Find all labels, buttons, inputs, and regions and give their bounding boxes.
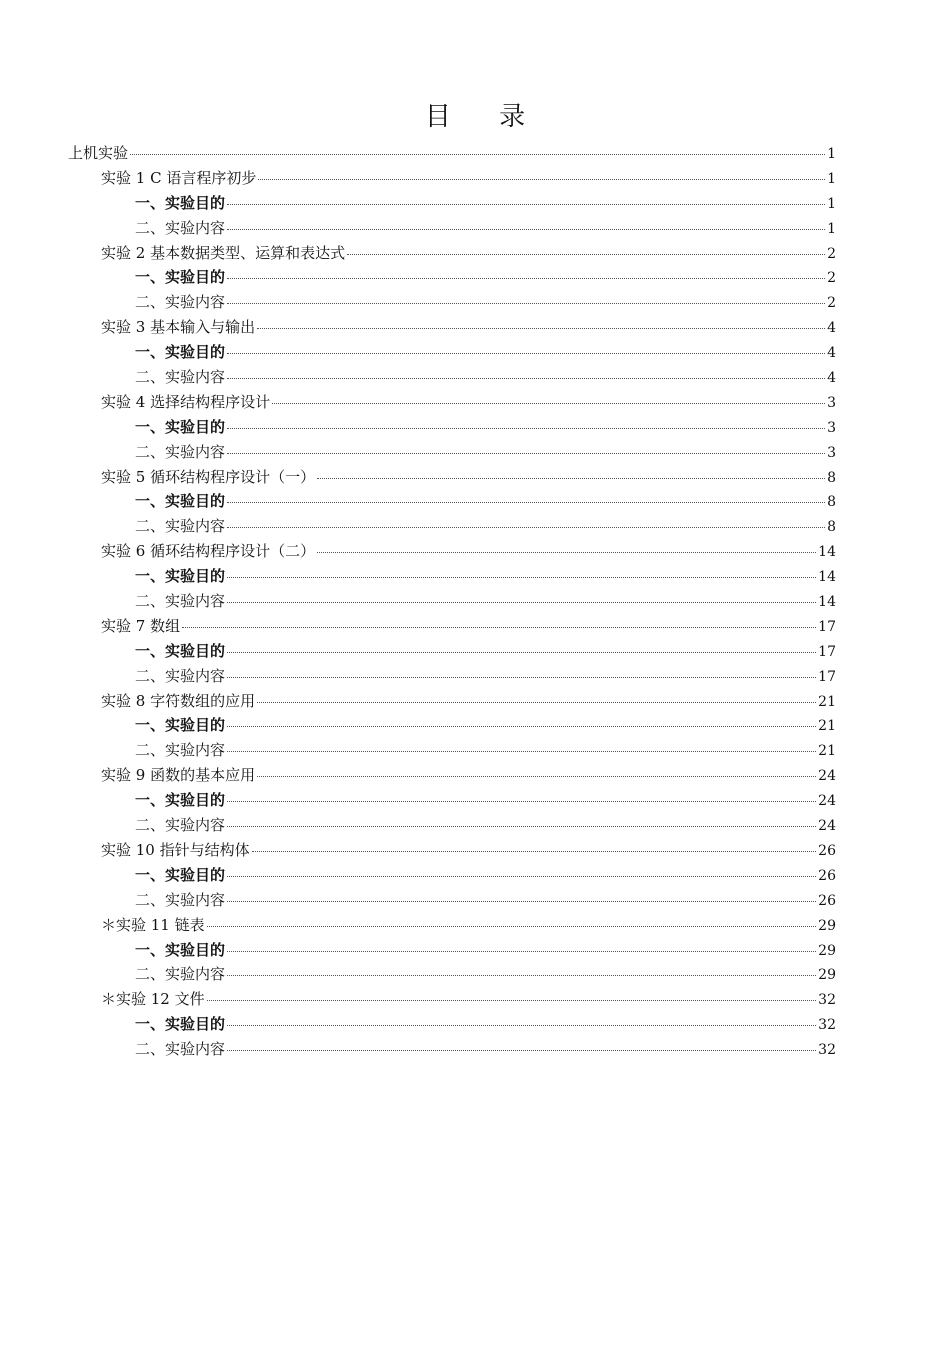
dot-leader bbox=[227, 378, 825, 379]
toc-page-number: 1 bbox=[827, 195, 836, 212]
toc-entry-section[interactable] bbox=[68, 664, 836, 689]
toc-page-number: 14 bbox=[818, 569, 836, 586]
toc-entry-label: 一、实验目的 bbox=[135, 1015, 226, 1034]
toc-entry-experiment[interactable] bbox=[68, 241, 836, 266]
dot-leader bbox=[227, 751, 816, 752]
toc-entry-label: 实验 4 选择结构程序设计 bbox=[101, 392, 271, 411]
toc-entry-experiment[interactable] bbox=[68, 465, 836, 490]
toc-page-number: 17 bbox=[818, 643, 836, 660]
toc-page-number: 29 bbox=[818, 967, 836, 984]
toc-entry-label: 二、实验内容 bbox=[135, 1040, 226, 1059]
dot-leader bbox=[207, 1000, 817, 1001]
toc-entry-section[interactable] bbox=[68, 1037, 836, 1062]
toc-entry-section[interactable] bbox=[68, 788, 836, 813]
toc-page-number: 21 bbox=[818, 693, 836, 710]
toc-entry-label: 实验 10 指针与结构体 bbox=[101, 840, 250, 859]
toc-entry-section[interactable] bbox=[68, 514, 836, 539]
dot-leader bbox=[258, 179, 825, 180]
toc-page-number: 8 bbox=[827, 519, 836, 536]
dot-leader bbox=[227, 353, 825, 354]
dot-leader bbox=[227, 876, 816, 877]
toc-entry-section[interactable] bbox=[68, 415, 836, 440]
toc-page-number: 26 bbox=[818, 892, 836, 909]
toc-entry-section[interactable] bbox=[68, 440, 836, 465]
toc-page-number: 3 bbox=[827, 419, 836, 436]
toc-entry-section[interactable] bbox=[68, 340, 836, 365]
toc-entry-label: 二、实验内容 bbox=[135, 666, 226, 685]
toc-page-number: 17 bbox=[818, 618, 836, 635]
toc-entry-label: 二、实验内容 bbox=[135, 517, 226, 536]
dot-leader bbox=[227, 975, 816, 976]
toc-page-number: 24 bbox=[818, 818, 836, 835]
toc-page-number: 1 bbox=[827, 170, 836, 187]
dot-leader bbox=[227, 1025, 816, 1026]
dot-leader bbox=[227, 428, 825, 429]
toc-entry-label: 二、实验内容 bbox=[135, 816, 226, 835]
toc-entry-chapter[interactable] bbox=[68, 141, 836, 166]
toc-entry-section[interactable] bbox=[68, 265, 836, 290]
toc-entry-label: 实验 2 基本数据类型、运算和表达式 bbox=[101, 243, 346, 262]
toc-entry-label: 二、实验内容 bbox=[135, 293, 226, 312]
toc-entry-experiment[interactable] bbox=[68, 166, 836, 191]
toc-page-number: 3 bbox=[827, 394, 836, 411]
dot-leader bbox=[227, 204, 825, 205]
toc-entry-section[interactable] bbox=[68, 564, 836, 589]
dot-leader bbox=[227, 602, 816, 603]
toc-page-number: 1 bbox=[827, 146, 836, 162]
toc-entry-label: 二、实验内容 bbox=[135, 890, 226, 909]
dot-leader bbox=[317, 552, 816, 553]
toc-entry-label: 一、实验目的 bbox=[135, 865, 226, 884]
toc-entry-label: 实验 3 基本输入与输出 bbox=[101, 318, 256, 337]
toc-entry-label: 二、实验内容 bbox=[135, 442, 226, 461]
toc-entry-label: 一、实验目的 bbox=[135, 567, 226, 586]
toc-entry-label: 一、实验目的 bbox=[135, 343, 226, 362]
toc-page-number: 8 bbox=[827, 469, 836, 486]
toc-page-number: 21 bbox=[818, 743, 836, 760]
toc-page-number: 17 bbox=[818, 668, 836, 685]
toc-page-number: 21 bbox=[818, 718, 836, 735]
dot-leader bbox=[227, 278, 825, 279]
toc-entry-label: 一、实验目的 bbox=[135, 193, 226, 212]
toc-entry-section[interactable] bbox=[68, 216, 836, 241]
toc-entry-section[interactable] bbox=[68, 191, 836, 216]
toc-entry-section[interactable] bbox=[68, 863, 836, 888]
toc-entry-label: 二、实验内容 bbox=[135, 218, 226, 237]
toc-page-number: 4 bbox=[827, 345, 836, 362]
dot-leader bbox=[227, 577, 816, 578]
toc-entry-label: 实验 8 字符数组的应用 bbox=[101, 691, 256, 710]
dot-leader bbox=[227, 677, 816, 678]
dot-leader bbox=[257, 328, 825, 329]
toc-entry-experiment[interactable] bbox=[68, 987, 836, 1012]
toc-entry-experiment[interactable] bbox=[68, 763, 836, 788]
toc-entry-experiment[interactable] bbox=[68, 614, 836, 639]
toc-title: 目 录 bbox=[424, 102, 546, 132]
toc-page-number: 32 bbox=[818, 992, 836, 1009]
toc-entry-label: 实验 6 循环结构程序设计（二） bbox=[101, 542, 316, 561]
toc-entry-label: 一、实验目的 bbox=[135, 716, 226, 735]
dot-leader bbox=[207, 926, 817, 927]
dot-leader bbox=[227, 901, 816, 902]
toc-page-number: 32 bbox=[818, 1042, 836, 1059]
toc-entry-section[interactable] bbox=[68, 1012, 836, 1037]
dot-leader bbox=[227, 453, 825, 454]
toc-entry-section[interactable] bbox=[68, 639, 836, 664]
toc-entry-label: 实验 7 数组 bbox=[101, 616, 181, 635]
toc-entry-label: 一、实验目的 bbox=[135, 417, 226, 436]
toc-entry-section[interactable] bbox=[68, 938, 836, 963]
toc-entry-label: 一、实验目的 bbox=[135, 791, 226, 810]
toc-entry-experiment[interactable] bbox=[68, 689, 836, 714]
toc-page-number: 14 bbox=[818, 594, 836, 611]
toc-entry-label: 一、实验目的 bbox=[135, 641, 226, 660]
toc-entry-experiment[interactable] bbox=[68, 913, 836, 938]
table-of-contents bbox=[68, 141, 836, 1062]
toc-page-number: 1 bbox=[827, 220, 836, 237]
dot-leader bbox=[227, 801, 816, 802]
dot-leader bbox=[227, 826, 816, 827]
toc-entry-section[interactable] bbox=[68, 738, 836, 763]
toc-entry-label: 一、实验目的 bbox=[135, 492, 226, 511]
toc-entry-label: 二、实验内容 bbox=[135, 592, 226, 611]
dot-leader bbox=[227, 1050, 816, 1051]
toc-entry-label: 二、实验内容 bbox=[135, 741, 226, 760]
toc-entry-experiment[interactable] bbox=[68, 315, 836, 340]
toc-page-number: 26 bbox=[818, 842, 836, 859]
toc-page-number: 3 bbox=[827, 444, 836, 461]
toc-entry-section[interactable] bbox=[68, 489, 836, 514]
toc-page-number: 24 bbox=[818, 793, 836, 810]
toc-entry-section[interactable] bbox=[68, 813, 836, 838]
toc-page-number: 2 bbox=[827, 245, 836, 262]
toc-page-number: 8 bbox=[827, 494, 836, 511]
toc-page-number: 2 bbox=[827, 270, 836, 287]
toc-entry-section[interactable] bbox=[68, 962, 836, 987]
dot-leader bbox=[252, 851, 817, 852]
toc-page-number: 4 bbox=[827, 370, 836, 387]
dot-leader bbox=[227, 726, 816, 727]
dot-leader bbox=[227, 303, 825, 304]
toc-page-number: 14 bbox=[818, 544, 836, 561]
dot-leader bbox=[182, 627, 816, 628]
dot-leader bbox=[227, 229, 825, 230]
dot-leader bbox=[227, 527, 825, 528]
toc-entry-label: 二、实验内容 bbox=[135, 368, 226, 387]
dot-leader bbox=[257, 776, 816, 777]
toc-entry-section[interactable] bbox=[68, 365, 836, 390]
dot-leader bbox=[347, 254, 825, 255]
dot-leader bbox=[227, 652, 816, 653]
toc-page-number: 29 bbox=[818, 942, 836, 959]
toc-entry-label: ＊实验 11 链表 bbox=[101, 915, 205, 934]
toc-entry-section[interactable] bbox=[68, 290, 836, 315]
toc-entry-experiment[interactable] bbox=[68, 390, 836, 415]
toc-page-number: 4 bbox=[827, 320, 836, 337]
toc-entry-section[interactable] bbox=[68, 888, 836, 913]
dot-leader bbox=[257, 702, 816, 703]
toc-page-number: 32 bbox=[818, 1017, 836, 1034]
toc-entry-label: 上机实验 bbox=[68, 144, 129, 162]
dot-leader bbox=[317, 478, 825, 479]
toc-entry-label: ＊实验 12 文件 bbox=[101, 990, 205, 1009]
dot-leader bbox=[227, 502, 825, 503]
toc-entry-label: 实验 1 C 语言程序初步 bbox=[101, 168, 257, 187]
toc-entry-label: 一、实验目的 bbox=[135, 940, 226, 959]
toc-entry-experiment[interactable] bbox=[68, 539, 836, 564]
toc-page-number: 2 bbox=[827, 295, 836, 312]
toc-entry-experiment[interactable] bbox=[68, 838, 836, 863]
toc-entry-section[interactable] bbox=[68, 589, 836, 614]
toc-entry-label: 二、实验内容 bbox=[135, 965, 226, 984]
dot-leader bbox=[130, 154, 825, 155]
toc-entry-label: 实验 5 循环结构程序设计（一） bbox=[101, 467, 316, 486]
dot-leader bbox=[227, 951, 816, 952]
dot-leader bbox=[272, 403, 825, 404]
toc-page-number: 26 bbox=[818, 867, 836, 884]
toc-page-number: 29 bbox=[818, 917, 836, 934]
toc-entry-section[interactable] bbox=[68, 713, 836, 738]
toc-entry-label: 一、实验目的 bbox=[135, 268, 226, 287]
toc-page-number: 24 bbox=[818, 768, 836, 785]
toc-entry-label: 实验 9 函数的基本应用 bbox=[101, 766, 256, 785]
